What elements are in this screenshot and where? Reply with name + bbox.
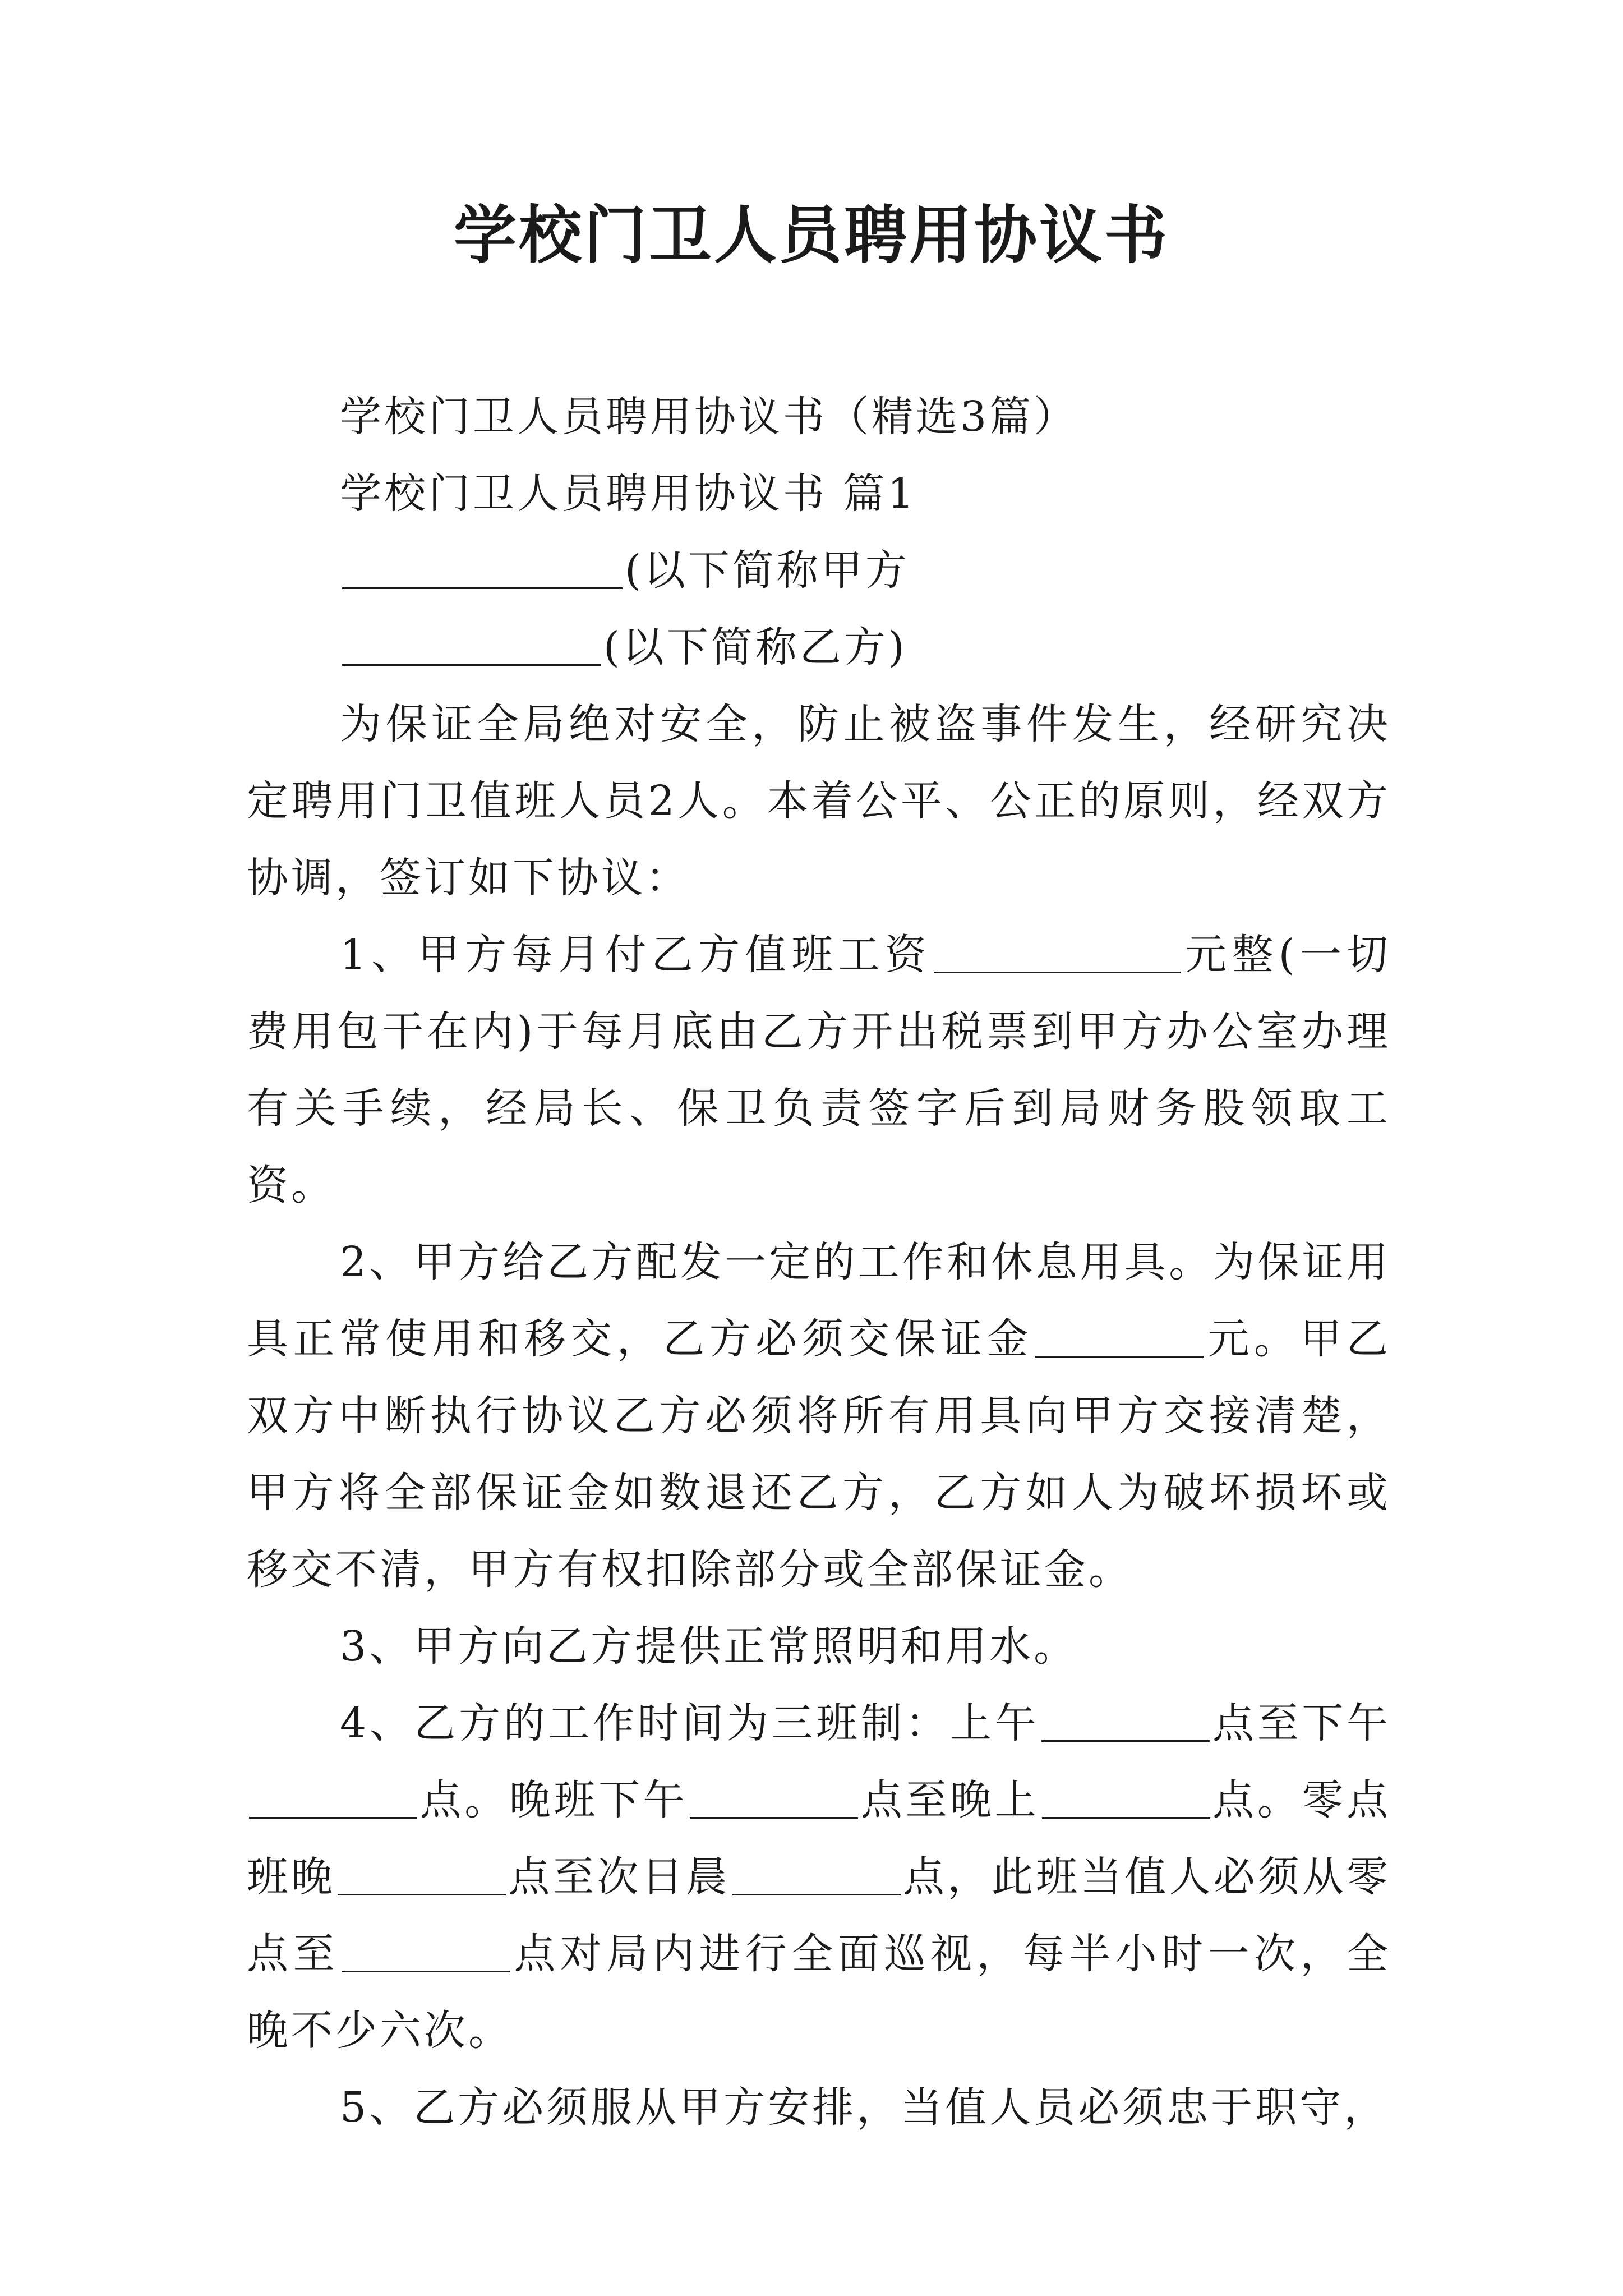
subtitle: 学校门卫人员聘用协议书（精选3篇） <box>340 393 1078 441</box>
clause-4-blank-5 <box>338 1852 506 1895</box>
clause-4-text-c: 点。晚班下午 <box>419 1776 688 1824</box>
clause-2-text-a: 2、甲方给乙方配发一定的工作和休息用具。为保证用具正常使用和移交，乙方必须交保证金 <box>247 1238 1391 1363</box>
clause-2 <box>247 1224 1391 1608</box>
party-a-label: (以下简称甲方 <box>625 546 910 595</box>
clause-2-deposit-blank <box>1035 1314 1204 1358</box>
clause-4-text-e: 点。零点班晚 <box>247 1776 1391 1901</box>
party-a-blank <box>342 546 623 589</box>
clause-2-text-b: 元。甲乙双方中断执行协议乙方必须将所有用具向甲方交接清楚，甲方将全部保证金如数退还乙方，乙方如人为破坏损坏或移交不清，甲方有权扣除部分或全部保证金。 <box>247 1315 1391 1594</box>
clause-4-text-g: 点，此班当值人必须从零点至 <box>247 1853 1391 1978</box>
clause-4-text-f: 点至次日晨 <box>508 1853 730 1901</box>
party-b-blank <box>342 623 601 666</box>
clause-4-text-b: 点至下午 <box>1212 1699 1391 1747</box>
intro-paragraph: 为保证全局绝对安全，防止被盗事件发生，经研究决定聘用门卫值班人员2人。本着公平、公正的原则，经双方协调，签订如下协议： <box>247 700 1391 902</box>
party-b-line <box>247 609 1391 686</box>
document-title: 学校门卫人员聘用协议书 <box>454 199 1169 272</box>
clause-4-blank-7 <box>342 1929 510 1972</box>
document-body <box>247 379 1391 2146</box>
clause-1-salary-blank <box>934 930 1181 973</box>
clause-4-blank-1 <box>1041 1699 1210 1742</box>
section-heading: 学校门卫人员聘用协议书 篇1 <box>340 470 917 518</box>
party-a-line <box>247 532 1391 609</box>
clause-1-text-b: 元整(一切费用包干在内)于每月底由乙方开出税票到甲方办公室办理有关手续，经局长、保卫负责签字后到局财务股领取工资。 <box>247 931 1391 1209</box>
clause-4-blank-2 <box>249 1775 417 1819</box>
clause-4-blank-6 <box>732 1852 901 1895</box>
clause-4-text-h: 点对局内进行全面巡视，每半小时一次，全晚不少六次。 <box>247 1930 1391 2055</box>
clause-1 <box>247 917 1391 1224</box>
party-b-label: (以下简称乙方) <box>603 623 907 671</box>
clause-4-text-a: 4、乙方的工作时间为三班制：上午 <box>340 1699 1040 1747</box>
clause-5: 5、乙方必须服从甲方安排，当值人员必须忠于职守， <box>340 2083 1389 2132</box>
clause-4-blank-4 <box>1042 1775 1210 1819</box>
clause-4-text-d: 点至晚上 <box>860 1776 1040 1824</box>
clause-4 <box>247 1685 1391 2069</box>
clause-1-text-a: 1、甲方每月付乙方值班工资 <box>340 931 932 979</box>
clause-4-blank-3 <box>690 1775 858 1819</box>
clause-3: 3、甲方向乙方提供正常照明和用水。 <box>340 1622 1078 1671</box>
